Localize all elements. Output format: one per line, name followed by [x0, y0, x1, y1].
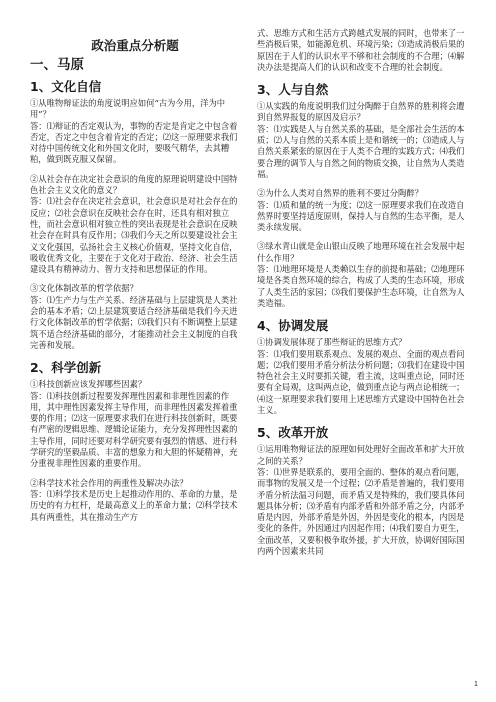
document-title: 政治重点分析题 — [91, 38, 179, 53]
subheading-cultural-confidence: 1、文化自信 — [30, 79, 102, 94]
question-7: ②为什么人类对自然界的胜利不要过分陶醉？ — [257, 188, 423, 199]
subheading-human-nature: 3、人与自然 — [257, 82, 329, 98]
answer-5: 答：⑴科学技术是历史上起推动作用的、革命的力量，是历史的有力杠杆，是最高意义上的革命力量；⑵科学技术具有两重性，其在推动生产方 — [30, 488, 238, 522]
answer-1: 答：⑴辩证的否定观认为，事物的否定是肯定之中包含着否定，否定之中包含着肯定的否定；⑵这一原理要求我们对待中国传统文化和外国文化时，要吸气精华，去其糟粕，做到既克服又保留。 — [30, 120, 238, 165]
right-column — [257, 0, 467, 557]
question-6: ①从实践的角度说明我们过分陶醉于自然界的胜利将会遭到自然界报复的原因及启示？ — [257, 101, 465, 123]
question-1: ①从唯物辩证法的角度说明应如何“古为今用，洋为中用”？ — [30, 98, 226, 120]
answer-4: 答：⑴科技创新过程要发挥理性因素和非理性因素的作用，其中理性因素发挥主导作用，而非理性因素发挥着重要的作用；⑵这一原理要求我们在进行科技创新时，既要有严密的逻辑思维、逻辑论证能力，充分发挥理性因素的主导作用，同时还要对科学研究要有强烈的情感、进行科学研究的坚毅品质、丰富的想象力和大胆的怀疑精神，充分重视非理性因素的重要作用。 — [30, 390, 238, 469]
question-2: ②从社会存在决定社会意识的角度的原理说明建设中国特色社会主义文化的意义？ — [30, 173, 238, 196]
subheading-reform-opening: 5、改革开放 — [257, 425, 329, 441]
answer-8: 答：⑴地理环境是人类赖以生存的前提和基础；⑵地理环境是各类自然环境的综合，构成了人类的生态环境，形成了人类生活的家园；⑶我们要保护生态环境，让自然为人类造福。 — [257, 264, 465, 308]
question-5: ②科学技术社会作用的两重性及解决办法？ — [30, 477, 188, 488]
question-9: ①协调发展体现了那些辩证的思维方式？ — [257, 337, 407, 348]
section-heading-marxism: 一、马原 — [30, 57, 84, 73]
answer-7: 答：⑴质和量的统一为度；⑵这一原理要求我们在改造自然界时要坚持适度原则，保持人与自然的生态平衡，是人类永续发展。 — [257, 199, 465, 233]
question-10: ①运用唯物辩证法的原理如何处理好全面改革和扩大开放之间的关系？ — [257, 444, 465, 466]
question-8: ③绿水青山就是金山银山反映了地理环境在社会发展中起什么作用？ — [257, 241, 465, 263]
page-number: 1 — [474, 681, 478, 688]
answer-9: 答：⑴我们要用联系观点、发展的观点、全面的观点看问题；⑵我们要用矛盾分析法分析问题；⑶我们在建设中国特色社会主义时要抓关键，看主流，这叫重点论，同时还要有全局观，这叫两点论，做到重点论与两点论相统一；⑷这一原理要求我们要用上述思维方式建设中国特色社会主义。 — [257, 348, 465, 416]
answer-3: 答：⑴生产力与生产关系、经济基础与上层建筑是人类社会的基本矛盾；⑵上层建筑要适合经济基础是我们今天进行文化体制改革的哲学依据；⑶我们只有不断调整上层建筑不适合经济基础的部分，才能推动社会主义制度的自我完善和发展。 — [30, 294, 238, 350]
question-3: ③文化体制改革的哲学依据？ — [30, 283, 138, 294]
left-column — [30, 0, 240, 523]
answer-10: 答：⑴世界是联系的，要用全面的、整体的观点看问题，而事物的发展又是一个过程；⑵矛盾是普遍的，我们要用矛盾分析法温习问题，而矛盾又是特殊的，我们要具体问题具体分析；⑶矛盾有内部矛盾和外部矛盾之分，内部矛盾是内因，外部矛盾是外因，外因是变化的根本，内因是变化的条件，外因通过内因起作用；⑷我们要自力更生，全面改革，又要积极争取外援，扩大开放，协调好国际国内两个因素来共同 — [257, 466, 465, 556]
answer-6: 答：⑴实践是人与自然关系的基础，是全部社会生活的本质；⑵人与自然的关系本质上是和谐统一的；⑶造成人与自然关系紧张的原因在于人类不合理的实践方式；⑷我们要合理的调节人与自然之间的物质交换，让自然为人类造福。 — [257, 123, 465, 179]
subheading-coordinated-development: 4、协调发展 — [257, 318, 329, 334]
answer-5-continued: 式、思维方式和生活方式跨越式发展的同时，也带来了一些消极后果，如能源危机、环境污染；⑶造成消极后果的原因在于人们的认识水平不够和社会制度的不合理；⑷解决办法是提高人们的认识和改变不合理的社会制度。 — [257, 28, 465, 72]
subheading-science-innovation: 2、科学创新 — [30, 360, 102, 376]
answer-2: 答：⑴社会存在决定社会意识，社会意识是对社会存在的反应；⑵社会意识在反映社会存在时，还具有相对独立性，而社会意识相对独立性的突出表现是社会意识在反映社会存在时具有反作用；⑶我们今天之所以要建设社会主义文化强国，弘扬社会主义核心价值观，坚持文化自信，吸收优秀文化，主要在于文化对于政治、经济、社会生活建设具有精神动力、智力支持和思想保证的作用。 — [30, 196, 238, 275]
question-4: ①科技创新应该发挥哪些因素？ — [30, 379, 147, 390]
